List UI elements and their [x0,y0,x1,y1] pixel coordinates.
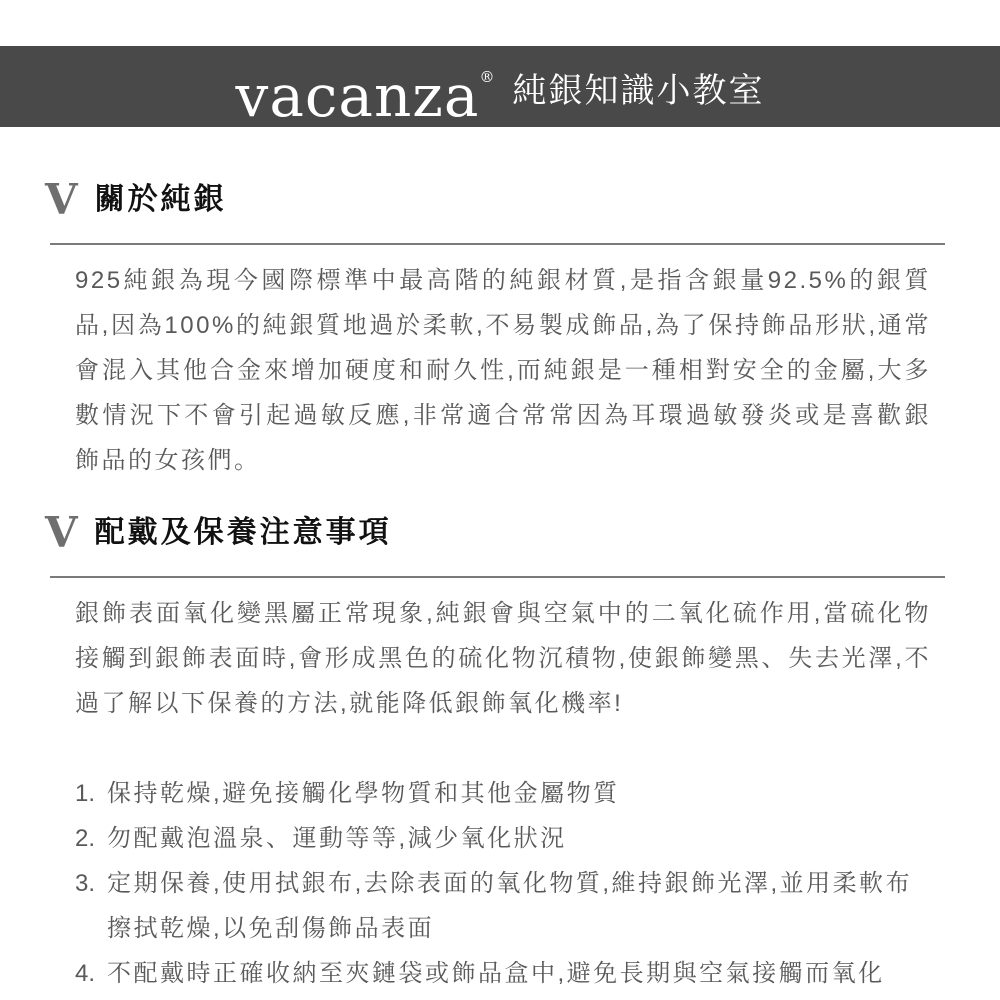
section-heading-about-silver [45,175,945,224]
registered-trademark-mark: ® [479,68,495,86]
list-item [75,861,931,951]
v-brand-marker: V [45,508,78,557]
list-item [75,816,931,861]
v-brand-marker: V [45,175,78,224]
section-divider [50,243,945,245]
list-item-number: 1. [75,780,96,807]
brand-logo-text: vacanza [235,62,480,130]
list-item-text: 保持乾燥,避免接觸化學物質和其他金屬物質 [107,780,620,807]
list-item-number: 3. [75,870,96,897]
section-title-care-notes: 配戴及保養注意事項 [94,516,392,549]
care-instructions-list [75,771,931,996]
section-title-about-silver: 關於純銀 [94,183,227,216]
list-item-number: 2. [75,825,96,852]
list-item-text: 定期保養,使用拭銀布,去除表面的氧化物質,維持銀飾光澤,並用柔軟布擦拭乾燥,以免刮傷飾品表面 [107,870,913,942]
list-item-text: 不配戴時正確收納至夾鏈袋或飾品盒中,避免長期與空氣接觸而氧化 [107,960,885,987]
list-item [75,951,931,996]
list-item [75,771,931,816]
section-heading-care-notes [45,508,945,557]
section-care-notes [45,508,945,996]
list-item-number: 4. [75,960,96,987]
brand-banner [0,46,1000,130]
page-content [0,175,1000,996]
about-silver-paragraph: 925純銀為現今國際標準中最高階的純銀材質,是指含銀量92.5%的銀質品,因為100%的純銀質地過於柔軟,不易製成飾品,為了保持飾品形狀,通常會混入其他合金來增加硬度和耐久性,而純銀是一種相對安全的金屬,大多數情況下不會引起過敏反應,非常適合常常因為耳環過敏發炎或是喜歡銀飾品的女孩們。 [75,267,931,474]
care-notes-paragraph: 銀飾表面氧化變黑屬正常現象,純銀會與空氣中的二氧化硫作用,當硫化物接觸到銀飾表面時,會形成黑色的硫化物沉積物,使銀飾變黑、失去光澤,不過了解以下保養的方法,就能降低銀飾氧化機率! [75,600,931,717]
section-about-silver [45,175,945,483]
banner-title: 純銀知識小教室 [512,72,765,110]
section-divider [50,576,945,578]
list-item-text: 勿配戴泡溫泉、運動等等,減少氧化狀況 [107,825,567,852]
brand-logo [235,48,495,130]
